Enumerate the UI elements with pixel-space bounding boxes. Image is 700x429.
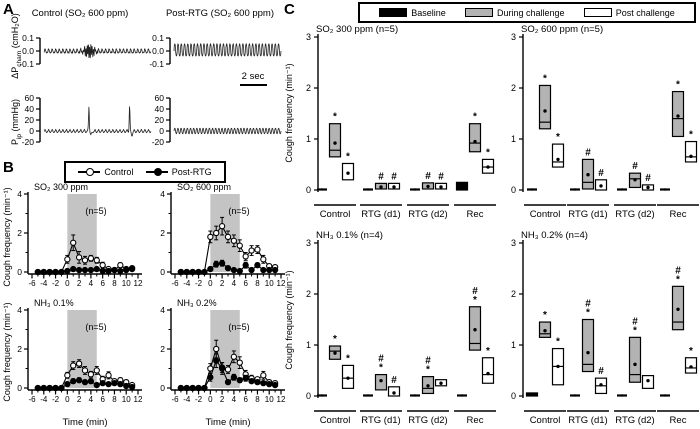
svg-text:10: 10: [264, 279, 274, 288]
filled-circle-marker-icon: [146, 171, 168, 173]
svg-text:Rec: Rec: [669, 209, 687, 220]
svg-text:SO₂ 300 ppm: SO₂ 300 ppm: [34, 182, 89, 192]
ylabel-sub: ip: [15, 133, 23, 140]
ylabel-main: P: [10, 139, 20, 146]
svg-text:60: 60: [154, 93, 164, 103]
svg-text:*: *: [333, 334, 337, 346]
svg-text:0: 0: [305, 391, 311, 401]
svg-text:#: #: [585, 298, 591, 310]
svg-text:*: *: [689, 129, 693, 141]
svg-text:#: #: [632, 316, 638, 328]
svg-text:2: 2: [305, 289, 311, 299]
svg-text:20: 20: [154, 115, 164, 125]
svg-text:60: 60: [24, 93, 34, 103]
panel-c-ylabel-row1: Cough frequency (min⁻¹): [284, 63, 294, 163]
svg-text:8: 8: [112, 395, 117, 404]
svg-text:*: *: [556, 132, 560, 144]
svg-text:#: #: [378, 353, 384, 365]
svg-text:4: 4: [88, 279, 94, 288]
svg-text:3: 3: [510, 238, 516, 248]
svg-text:4: 4: [17, 305, 22, 315]
svg-text:-2: -2: [194, 395, 203, 404]
svg-text:-2: -2: [194, 279, 203, 288]
chart-b-nh3-0-2pct-svg: [151, 296, 299, 429]
svg-text:NH₃ 0.2%: NH₃ 0.2%: [177, 298, 217, 308]
svg-text:Control: Control: [529, 415, 561, 426]
svg-text:SO₂ 600 ppm (n=5): SO₂ 600 ppm (n=5): [521, 24, 604, 35]
svg-text:40: 40: [24, 104, 34, 114]
ylabel-unit: (mmHg): [10, 98, 20, 134]
svg-text:#: #: [675, 265, 681, 277]
svg-text:2: 2: [510, 83, 516, 93]
svg-text:0: 0: [208, 279, 213, 288]
svg-text:NH₃ 0.1%: NH₃ 0.1%: [34, 298, 74, 308]
svg-text:2: 2: [17, 344, 22, 354]
svg-text:20: 20: [24, 115, 34, 125]
svg-text:*: *: [556, 336, 560, 348]
svg-text:1: 1: [305, 134, 311, 144]
svg-text:0: 0: [17, 383, 22, 393]
svg-text:2: 2: [76, 279, 82, 288]
svg-text:#: #: [585, 147, 591, 159]
svg-text:#: #: [391, 171, 397, 183]
panel-b-ylabel-row2: Cough frequency (min⁻¹): [2, 302, 12, 402]
svg-text:2: 2: [160, 228, 165, 238]
svg-text:6: 6: [243, 279, 248, 288]
svg-text:-4: -4: [183, 395, 191, 404]
svg-text:NH₃ 0.1% (n=4): NH₃ 0.1% (n=4): [316, 230, 383, 241]
svg-text:8: 8: [255, 279, 260, 288]
svg-text:*: *: [586, 307, 590, 319]
svg-text:#: #: [438, 171, 444, 183]
ylabel-unit: (cmH₂O): [10, 13, 20, 51]
svg-text:(n=5): (n=5): [85, 322, 107, 332]
svg-text:-6: -6: [28, 395, 36, 404]
svg-text:*: *: [689, 345, 693, 357]
svg-text:8: 8: [255, 395, 260, 404]
svg-text:(n=5): (n=5): [228, 206, 250, 216]
svg-text:#: #: [632, 161, 638, 173]
trace-chamber-pressure-control: [20, 28, 155, 74]
svg-text:1: 1: [510, 134, 516, 144]
svg-text:0.1: 0.1: [22, 33, 34, 43]
svg-text:-4: -4: [183, 279, 191, 288]
svg-text:#: #: [472, 285, 478, 297]
svg-text:*: *: [633, 325, 637, 337]
svg-text:-6: -6: [28, 279, 36, 288]
svg-text:6: 6: [100, 395, 105, 404]
svg-text:*: *: [543, 310, 547, 322]
panel-c-ylabel-row2: Cough frequency (min⁻¹): [284, 270, 294, 370]
svg-text:*: *: [346, 151, 350, 163]
svg-text:0: 0: [305, 185, 311, 195]
svg-text:*: *: [346, 353, 350, 365]
svg-text:NH₃ 0.2% (n=4): NH₃ 0.2% (n=4): [521, 230, 588, 241]
svg-text:40: 40: [154, 104, 164, 114]
svg-text:Time (min): Time (min): [62, 417, 108, 428]
legend-label-post: Post challenge: [615, 7, 675, 18]
chart-c-so2-600ppm: [505, 24, 700, 224]
legend-label-during: During challenge: [496, 7, 565, 18]
svg-text:RTG (d2): RTG (d2): [408, 209, 448, 220]
svg-text:-20: -20: [21, 137, 34, 147]
trace-chamber-pressure-postrtg: [150, 28, 285, 74]
svg-text:-20: -20: [151, 137, 164, 147]
chart-c-so2-300ppm: [300, 24, 500, 224]
chart-b-so2-600ppm: [151, 180, 299, 298]
svg-text:0.0: 0.0: [152, 46, 164, 56]
svg-text:#: #: [391, 374, 397, 386]
svg-text:3: 3: [305, 238, 311, 248]
svg-text:-6: -6: [171, 279, 179, 288]
svg-text:-2: -2: [51, 395, 60, 404]
svg-text:2: 2: [510, 289, 516, 299]
svg-text:1: 1: [305, 340, 311, 350]
svg-text:0: 0: [17, 267, 22, 277]
svg-text:*: *: [473, 294, 477, 306]
chart-b-nh3-0-2pct: [151, 296, 299, 429]
svg-text:#: #: [425, 355, 431, 367]
legend-item-postrtg: [146, 167, 212, 177]
svg-text:12: 12: [276, 279, 286, 288]
chart-c-nh3-0-1pct: [300, 230, 500, 429]
svg-text:4: 4: [160, 305, 165, 315]
svg-text:4: 4: [231, 395, 237, 404]
trace-chamber-pressure-control-svg: [20, 28, 155, 74]
trace-pleural-pressure-control-svg: [20, 92, 155, 150]
svg-text:4: 4: [160, 189, 165, 199]
chart-b-so2-300ppm-svg: [8, 180, 156, 298]
panel-a-label: A: [3, 1, 14, 18]
svg-text:10: 10: [121, 279, 131, 288]
svg-text:*: *: [486, 147, 490, 159]
chart-c-nh3-0-1pct-svg: [300, 230, 500, 429]
panel-a-title-postrtg: Post-RTG (SO₂ 600 ppm): [165, 8, 275, 19]
svg-text:3: 3: [510, 32, 516, 42]
chart-c-so2-600ppm-svg: [505, 24, 700, 224]
svg-text:2: 2: [219, 395, 225, 404]
svg-text:RTG (d1): RTG (d1): [568, 209, 608, 220]
svg-text:8: 8: [112, 279, 117, 288]
chart-c-nh3-0-2pct: [505, 230, 700, 429]
svg-text:1: 1: [510, 340, 516, 350]
svg-text:*: *: [676, 274, 680, 286]
svg-text:*: *: [676, 79, 680, 91]
svg-text:Rec: Rec: [466, 209, 484, 220]
legend-item-during: [465, 8, 565, 18]
svg-text:RTG (d2): RTG (d2): [615, 415, 655, 426]
panel-c-label: C: [284, 1, 295, 18]
panel-c-legend: [358, 2, 696, 23]
svg-text:2: 2: [305, 83, 311, 93]
during-challenge-swatch-icon: [465, 8, 493, 17]
svg-text:(n=5): (n=5): [85, 206, 107, 216]
svg-text:0: 0: [208, 395, 213, 404]
svg-text:#: #: [598, 167, 604, 179]
svg-text:Rec: Rec: [669, 415, 687, 426]
panel-a-title-control: Control (SO₂ 600 ppm): [31, 8, 129, 19]
svg-text:*: *: [486, 345, 490, 357]
svg-text:2: 2: [160, 344, 165, 354]
svg-text:0: 0: [29, 126, 34, 136]
svg-text:6: 6: [100, 279, 105, 288]
svg-text:0: 0: [160, 267, 165, 277]
legend-item-post: [584, 8, 675, 18]
chart-b-so2-300ppm: [8, 180, 156, 298]
svg-text:*: *: [426, 364, 430, 376]
svg-text:Time (min): Time (min): [205, 417, 251, 428]
trace-chamber-pressure-postrtg-svg: [150, 28, 285, 74]
chart-b-nh3-0-1pct-svg: [8, 296, 156, 429]
svg-text:4: 4: [88, 395, 94, 404]
svg-text:10: 10: [264, 395, 274, 404]
svg-text:0: 0: [65, 395, 70, 404]
baseline-swatch-icon: [379, 8, 407, 17]
svg-text:*: *: [473, 111, 477, 123]
svg-text:0.0: 0.0: [22, 46, 34, 56]
svg-text:12: 12: [133, 279, 143, 288]
svg-text:Control: Control: [319, 209, 351, 220]
svg-text:SO₂ 600 ppm: SO₂ 600 ppm: [177, 182, 232, 192]
svg-text:3: 3: [305, 32, 311, 42]
svg-text:-0.1: -0.1: [149, 59, 164, 69]
svg-text:0: 0: [159, 126, 164, 136]
svg-text:4: 4: [17, 189, 22, 199]
svg-text:-4: -4: [40, 279, 48, 288]
svg-text:-0.1: -0.1: [19, 59, 34, 69]
svg-text:Rec: Rec: [466, 415, 484, 426]
svg-text:*: *: [379, 362, 383, 374]
legend-label-postrtg: Post-RTG: [171, 167, 212, 177]
trace-pleural-pressure-postrtg-svg: [150, 92, 285, 150]
svg-text:0: 0: [510, 185, 516, 195]
panel-b-label: B: [3, 159, 14, 176]
svg-text:0: 0: [65, 279, 70, 288]
svg-text:6: 6: [243, 395, 248, 404]
post-challenge-swatch-icon: [584, 8, 612, 17]
svg-text:Control: Control: [319, 415, 351, 426]
svg-text:0: 0: [160, 383, 165, 393]
scalebar-line: [240, 84, 267, 86]
trace-pleural-pressure-control: [20, 92, 155, 150]
svg-text:0.1: 0.1: [152, 33, 164, 43]
legend-label-control: Control: [104, 167, 134, 177]
svg-text:-2: -2: [51, 279, 60, 288]
legend-item-control: [78, 167, 133, 177]
svg-text:12: 12: [133, 395, 143, 404]
legend-item-baseline: [379, 8, 446, 18]
svg-text:SO₂ 300 ppm (n=5): SO₂ 300 ppm (n=5): [316, 24, 399, 35]
svg-text:RTG (d1): RTG (d1): [361, 209, 401, 220]
svg-text:(n=5): (n=5): [228, 322, 250, 332]
svg-text:2: 2: [17, 228, 22, 238]
svg-text:Control: Control: [529, 209, 561, 220]
svg-text:#: #: [598, 366, 604, 378]
open-circle-marker-icon: [78, 171, 100, 173]
svg-text:2: 2: [76, 395, 82, 404]
svg-text:RTG (d2): RTG (d2): [615, 209, 655, 220]
scalebar-label: 2 sec: [241, 71, 265, 82]
svg-text:RTG (d1): RTG (d1): [568, 415, 608, 426]
svg-text:4: 4: [231, 279, 237, 288]
svg-text:#: #: [645, 172, 651, 184]
chart-b-nh3-0-1pct: [8, 296, 156, 429]
svg-text:2: 2: [219, 279, 225, 288]
svg-text:0: 0: [510, 391, 516, 401]
chart-c-nh3-0-2pct-svg: [505, 230, 700, 429]
svg-text:#: #: [425, 170, 431, 182]
svg-text:*: *: [543, 73, 547, 85]
svg-text:12: 12: [276, 395, 286, 404]
svg-text:*: *: [333, 111, 337, 123]
chart-b-so2-600ppm-svg: [151, 180, 299, 298]
ylabel-sub: cham: [15, 50, 23, 67]
chart-c-so2-300ppm-svg: [300, 24, 500, 224]
legend-label-baseline: Baseline: [411, 7, 446, 18]
ylabel-main: ΔP: [10, 66, 20, 79]
svg-text:-6: -6: [171, 395, 179, 404]
svg-text:10: 10: [121, 395, 131, 404]
svg-text:RTG (d1): RTG (d1): [361, 415, 401, 426]
panel-b-ylabel-row1: Cough frequency (min⁻¹): [2, 187, 12, 287]
svg-text:RTG (d2): RTG (d2): [408, 415, 448, 426]
svg-text:#: #: [378, 171, 384, 183]
trace-pleural-pressure-postrtg: [150, 92, 285, 150]
svg-text:-4: -4: [40, 395, 48, 404]
